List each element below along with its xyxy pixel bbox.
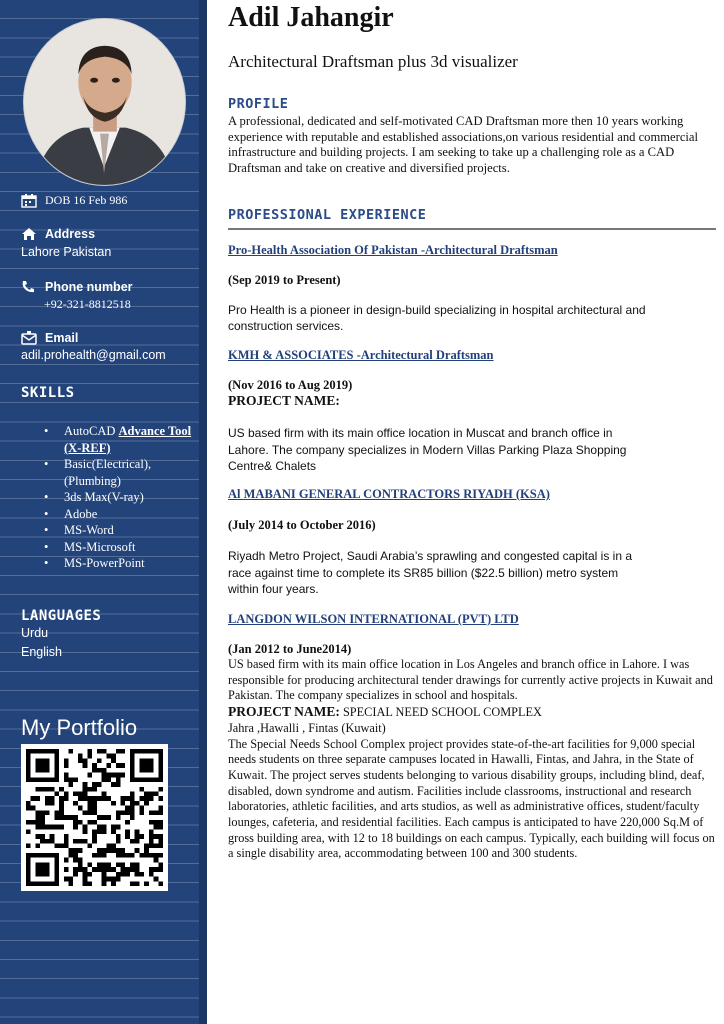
- project-location: Jahra ,Hawalli , Fintas (Kuwait): [228, 720, 386, 735]
- home-icon: [21, 227, 37, 241]
- job-description: Riyadh Metro Project, Saudi Arabia’s sprawling and congested capital is in a race against time to complete its SR85 billion ($22.5 billion) metro system within four years.: [228, 549, 633, 596]
- calendar-icon: [21, 194, 37, 208]
- sidebar-edge: [199, 0, 207, 1024]
- skill-item: [44, 555, 194, 572]
- skill-item: [44, 506, 194, 523]
- job-dates: (Nov 2016 to Aug 2019): [228, 378, 353, 392]
- job-company-link[interactable]: LANGDON WILSON INTERNATIONAL (PVT) LTD: [228, 612, 519, 626]
- candidate-name: Adil Jahangir: [228, 2, 394, 33]
- job-company-link[interactable]: Pro-Health Association Of Pakistan -Architectural Draftsman: [228, 243, 558, 257]
- profile-text: A professional, dedicated and self-motivated CAD Draftsman more then 10 years working experience with reputable and established associations,on various residential and commercial infrastructure and building projects. I am seeking to take up a challenging role as a CAD Draftsman and take on creative and diversified projects.: [228, 114, 699, 175]
- job-summary: US based firm with its main office location in Los Angeles and branch office in Lahore. I was responsible for producing architectural tender drawings for currently active projects in Kuwait and Pakistan. The company specializes in school and hospitals.: [228, 657, 713, 703]
- profile-title: PROFILE: [228, 96, 289, 112]
- project-label: PROJECT NAME:: [228, 393, 340, 408]
- sidebar: [0, 0, 207, 1024]
- skill-emphasis: Advance Tool (X-REF): [64, 424, 192, 455]
- job-dates: (Jan 2012 to June2014): [228, 642, 352, 656]
- project-name: SPECIAL NEED SCHOOL COMPLEX: [339, 705, 542, 720]
- dob-text: DOB 16 Feb 986: [45, 193, 128, 207]
- candidate-role: Architectural Draftsman plus 3d visualizer: [228, 52, 518, 71]
- phone-icon: [21, 280, 37, 294]
- portfolio-label: My Portfolio: [21, 715, 138, 740]
- phone-heading: [21, 280, 133, 294]
- skill-item: [44, 522, 194, 539]
- phone-label: Phone number: [45, 280, 133, 294]
- job-description: Pro Health is a pioneer in design-build specializing in hospital architectural and construction services.: [228, 303, 646, 333]
- skills-list: [44, 423, 194, 572]
- language-item: Urdu: [21, 626, 49, 640]
- email-label: Email: [45, 331, 79, 345]
- project-label: PROJECT NAME:: [228, 704, 340, 720]
- skill-name: Adobe: [64, 506, 98, 521]
- languages-title: LANGUAGES: [21, 608, 102, 624]
- job-company-link[interactable]: KMH & ASSOCIATES -Architectural Draftsman: [228, 348, 494, 362]
- skill-item: [44, 539, 194, 556]
- skill-name: MS-PowerPoint: [64, 556, 145, 570]
- dob-row: [21, 193, 127, 208]
- job-dates: (Sep 2019 to Present): [228, 273, 341, 287]
- skill-name: MS-Word: [64, 523, 114, 537]
- email-icon: [21, 331, 37, 345]
- skill-name: Basic(Electrical), (Plumbing): [64, 457, 152, 488]
- skill-name: 3ds Max(V-ray): [64, 490, 144, 504]
- experience-title: PROFESSIONAL EXPERIENCE: [228, 207, 427, 223]
- section-divider: [228, 228, 716, 230]
- portfolio-qr-code[interactable]: [21, 744, 168, 891]
- skill-name: MS-Microsoft: [64, 539, 136, 554]
- address-label: Address: [45, 227, 96, 241]
- job-description: [228, 657, 716, 862]
- address-heading: [21, 227, 95, 241]
- job-company-link[interactable]: Al MABANI GENERAL CONTRACTORS RIYADH (KSA): [228, 487, 550, 501]
- job-description: US based firm with its main office location in Muscat and branch office in Lahore. The company specializes in Modern Villas Parking Plaza Shopping Centre& Chalets: [228, 426, 627, 473]
- skill-item: [44, 423, 194, 456]
- language-item: English: [21, 645, 62, 659]
- profile-photo: [23, 18, 186, 186]
- email-heading: [21, 331, 78, 345]
- skill-item: [44, 456, 194, 489]
- project-line: [228, 704, 716, 721]
- skill-item: [44, 489, 194, 506]
- email-value: adil.prohealth@gmail.com: [21, 348, 166, 362]
- phone-value: +92-321-8812518: [44, 297, 131, 311]
- skill-name: AutoCAD: [64, 424, 119, 438]
- address-value: Lahore Pakistan: [21, 245, 112, 259]
- job-dates: (July 2014 to October 2016): [228, 518, 376, 532]
- project-description: The Special Needs School Complex project provides state-of-the-art facilities for 9,000 special needs students on three separate campuses located in Hawalli, Fintas, and Jahra, in the State of Kuwait. The project serves students belonging to various disability groups, including blind, deaf, disabled, down syndrome and autism. Facilities include classrooms, instructional and research laboratories, athletic facilities, and arts studios, as well as administrative offices, student/faculty lounges, cafeteria, and residential facilities. Each campus is anticipated to have 220,000 Sq.M of gross building area, with 12 to 18 buildings on each campus. Typically, each building will focus on a single disability area, accommodating between 100 and 300 students.: [228, 736, 715, 861]
- skills-title: SKILLS: [21, 385, 75, 401]
